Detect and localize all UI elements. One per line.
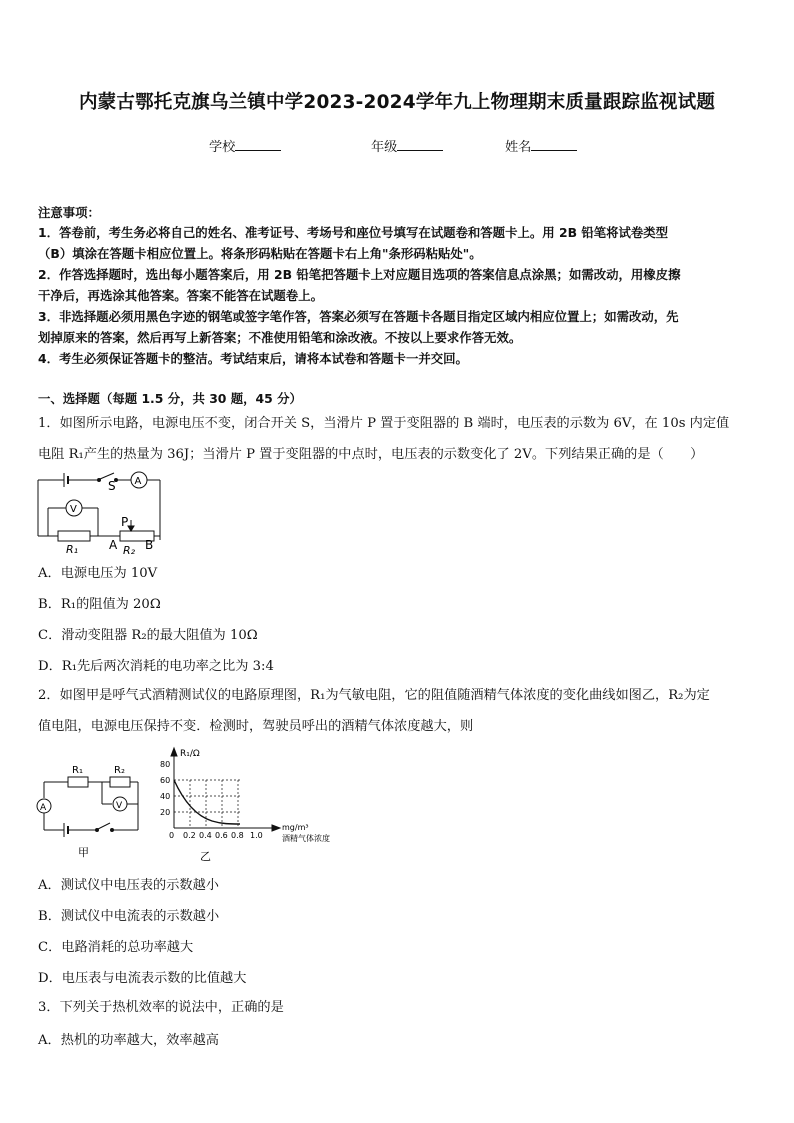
- x-tick: 0.6: [215, 831, 228, 840]
- x-tick: 0.2: [183, 831, 196, 840]
- section-heading: 一、选择题（每题 1.5 分，共 30 题，45 分）: [38, 391, 302, 406]
- q2-option-a[interactable]: A．测试仪中电压表的示数越小: [38, 878, 219, 893]
- y-tick: 20: [160, 808, 171, 817]
- x-tick: 0: [169, 831, 175, 840]
- q1-option-b[interactable]: B．R₁的阻值为 20Ω: [38, 597, 161, 612]
- y-tick: 60: [160, 776, 171, 785]
- y-axis-label: R₁/Ω: [180, 749, 200, 759]
- school-blank[interactable]: [235, 138, 281, 151]
- notes-line: 划掉原来的答案，然后再写上新答案；不准使用铅笔和涂改液。不按以上要求作答无效。: [38, 330, 522, 345]
- end-a-label: A: [109, 538, 118, 552]
- x-tick: 1.0: [250, 831, 263, 840]
- r2-label: R₂: [114, 765, 125, 776]
- q2-stem: 值电阻，电源电压保持不变．检测时，驾驶员呼出的酒精气体浓度越大，则: [38, 719, 474, 734]
- x-axis-unit: mg/m³: [282, 823, 309, 832]
- q2-stem: 2．如图甲是呼气式酒精测试仪的电路原理图，R₁为气敏电阻，它的阻值随酒精气体浓度的变化曲线如图乙，R₂为定: [38, 688, 710, 703]
- q2-circuit-jia: [34, 762, 146, 866]
- q2-option-c[interactable]: C．电路消耗的总功率越大: [38, 940, 194, 955]
- r1-label: R₁: [72, 765, 83, 776]
- name-field[interactable]: [505, 138, 577, 158]
- q1-option-c[interactable]: C．滑动变阻器 R₂的最大阻值为 10Ω: [38, 628, 258, 643]
- slider-label: P: [121, 515, 129, 529]
- q2-option-d[interactable]: D．电压表与电流表示数的比值越大: [38, 971, 247, 986]
- grade-field[interactable]: [371, 138, 443, 158]
- x-tick: 0.4: [199, 831, 212, 840]
- figure-caption-yi: 乙: [200, 850, 211, 863]
- q1-option-a[interactable]: A．电源电压为 10V: [38, 566, 158, 581]
- switch-label: S: [108, 479, 116, 493]
- notes-line: 1．答卷前，考生务必将自己的姓名、准考证号、考场号和座位号填写在试题卷和答题卡上。用 2B 铅笔将试卷类型: [38, 225, 669, 240]
- notes-line: 2．作答选择题时，选出每小题答案后，用 2B 铅笔把答题卡上对应题目选项的答案信息点涂黑；如需改动，用橡皮擦: [38, 267, 681, 282]
- q1-stem: 1．如图所示电路，电源电压不变，闭合开关 S，当滑片 P 置于变阻器的 B 端时，电压表的示数为 6V，在 10s 内定值: [38, 416, 730, 431]
- q2-graph-yi: [156, 744, 346, 866]
- voltmeter-label: V: [116, 801, 123, 811]
- school-field[interactable]: [209, 138, 281, 158]
- x-tick: 0.8: [231, 831, 244, 840]
- grade-label: 年级: [371, 140, 398, 155]
- r2-label: R₂: [123, 544, 136, 557]
- notes-heading: 注意事项：: [38, 205, 100, 220]
- name-blank[interactable]: [531, 138, 577, 151]
- grade-blank[interactable]: [397, 138, 443, 151]
- q1-stem: 电阻 R₁产生的热量为 36J；当滑片 P 置于变阻器的中点时，电压表的示数变化了 2V。下列结果正确的是（ ）: [38, 447, 704, 462]
- r1-label: R₁: [66, 543, 79, 556]
- y-tick: 80: [160, 760, 171, 769]
- y-tick: 40: [160, 792, 171, 801]
- q3-option-a[interactable]: A．热机的功率越大，效率越高: [38, 1033, 219, 1048]
- notes-line: 3．非选择题必须用黑色字迹的钢笔或签字笔作答，答案必须写在答题卡各题目指定区域内相应位置上；如需改动，先: [38, 309, 679, 324]
- notes-line: （B）填涂在答题卡相应位置上。将条形码粘贴在答题卡右上角"条形码粘贴处"。: [38, 246, 482, 261]
- end-b-label: B: [145, 538, 154, 552]
- name-label: 姓名: [505, 140, 532, 155]
- q1-circuit-figure: [36, 470, 166, 558]
- q3-stem: 3．下列关于热机效率的说法中，正确的是: [38, 1000, 284, 1015]
- q1-option-d[interactable]: D．R₁先后两次消耗的电功率之比为 3:4: [38, 659, 274, 674]
- notes-line: 干净后，再选涂其他答案。答案不能答在试题卷上。: [38, 288, 323, 303]
- page-title: 内蒙古鄂托克旗乌兰镇中学2023-2024学年九上物理期末质量跟踪监视试题: [78, 92, 716, 113]
- figure-caption-jia: 甲: [78, 846, 89, 859]
- ammeter-label: A: [134, 476, 142, 487]
- notes-line: 4．考生必须保证答题卡的整洁。考试结束后，请将本试卷和答题卡一并交回。: [38, 351, 468, 366]
- school-label: 学校: [209, 140, 236, 155]
- q2-option-b[interactable]: B．测试仪中电流表的示数越小: [38, 909, 220, 924]
- x-axis-label: 酒精气体浓度: [282, 834, 330, 843]
- ammeter-label: A: [40, 803, 47, 813]
- voltmeter-label: V: [70, 504, 77, 515]
